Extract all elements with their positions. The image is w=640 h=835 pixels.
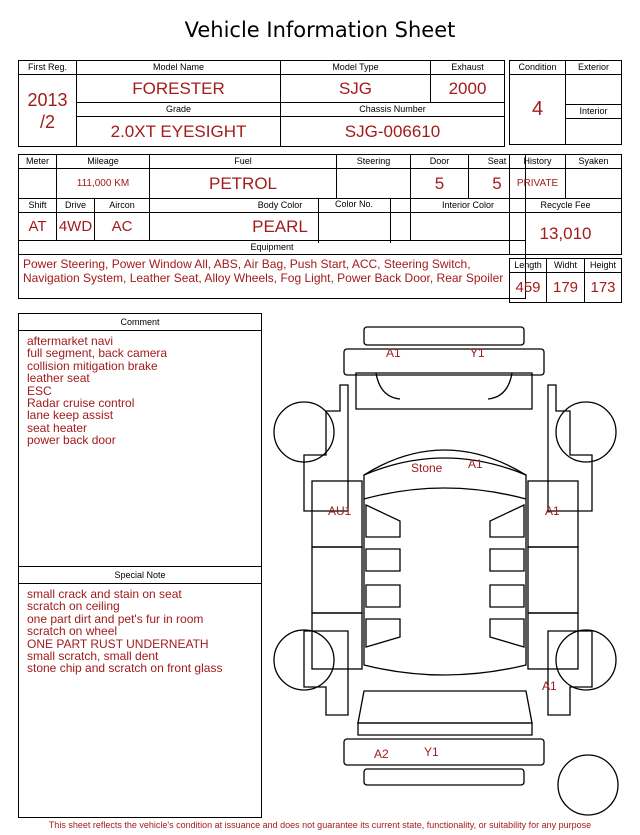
special-note-item: small scratch, small dent: [27, 649, 159, 664]
grade-value: 2.0XT EYESIGHT: [77, 117, 281, 147]
comment-item: lane keep assist: [27, 408, 114, 423]
width-value: 179: [547, 273, 585, 303]
front-bumper: [364, 327, 524, 345]
history-table: [509, 154, 622, 255]
first-reg-label: First Reg.: [19, 61, 77, 75]
special-note-label: Special Note: [19, 567, 261, 584]
special-note-item: stone chip and scratch on front glass: [27, 661, 223, 676]
meter-value: [19, 169, 57, 199]
width-label: Widht: [547, 259, 585, 273]
special-note-item: one part dirt and pet's fur in room: [27, 611, 204, 626]
syaken-value: [566, 169, 622, 199]
first-reg-value: [19, 75, 77, 147]
left-front-glass: [366, 549, 400, 571]
damage-mark-rear-right: A1: [542, 679, 557, 693]
interior-label: Interior: [566, 105, 622, 119]
right-rear-glass: [490, 585, 524, 607]
windshield-bottom: [364, 488, 526, 499]
steering-label: Steering: [337, 155, 411, 169]
left-rear-window: [366, 619, 400, 647]
cabin-outline: [364, 450, 526, 675]
history-label: History: [510, 155, 566, 169]
comment-item: collision mitigation brake: [27, 358, 158, 373]
left-front-wheel: [274, 402, 334, 462]
right-headlight: [488, 373, 512, 399]
left-headlight: [376, 373, 400, 399]
meter-label: Meter: [19, 155, 57, 169]
comment-item: full segment, back camera: [27, 346, 168, 361]
steering-value: [337, 169, 411, 199]
damage-mark-rear-center: Y1: [424, 745, 439, 759]
seat-value: 5: [469, 169, 526, 199]
car-damage-diagram: [268, 315, 628, 820]
shift-label: Shift: [19, 199, 57, 213]
first-reg-month: /2: [39, 111, 55, 132]
special-note-box: [18, 566, 262, 818]
grade-label: Grade: [77, 103, 281, 117]
exhaust-label: Exhaust: [431, 61, 505, 75]
interior-color-label: Interior Color: [411, 199, 526, 213]
equipment-value: Power Steering, Power Window All, ABS, Air Bag, Push Start, ACC, Steering Switch, Navigation System, Leather Seat, Alloy Wheels, Fog Light, Power Back Door, Rear Spoiler: [19, 255, 526, 299]
mileage-value: 111,000 KM: [57, 169, 150, 199]
syaken-label: Syaken: [566, 155, 622, 169]
history-value: PRIVATE: [510, 169, 566, 199]
chassis-number-value: SJG-006610: [281, 117, 505, 147]
sheet-title: Vehicle Information Sheet: [184, 18, 456, 42]
model-name-value: FORESTER: [77, 75, 281, 103]
special-note-item: ONE PART RUST UNDERNEATH: [27, 636, 209, 651]
disclaimer-footer: This sheet reflects the vehicle's condition at issuance and does not guarantee its current state, functionality, or suitability for any purpose: [48, 820, 592, 830]
color-no-divider: [390, 199, 391, 243]
body-color-value: PEARL: [150, 213, 411, 241]
fuel-value: PETROL: [150, 169, 337, 199]
right-front-fender: [548, 385, 592, 511]
damage-mark-rear-left: A2: [374, 747, 389, 761]
right-rear-wheel: [556, 630, 616, 690]
aircon-label: Aircon: [95, 199, 150, 213]
comment-item: power back door: [27, 433, 116, 448]
exhaust-value: 2000: [431, 75, 505, 103]
interior-value: [566, 119, 622, 145]
tailgate: [358, 723, 532, 735]
recycle-fee-value: 13,010: [510, 213, 622, 255]
length-value: 459: [510, 273, 547, 303]
right-rear-fender: [548, 631, 592, 715]
hood: [356, 373, 532, 409]
length-label: Length: [510, 259, 547, 273]
left-rear-fender: [304, 631, 348, 715]
height-label: Height: [585, 259, 622, 273]
shift-value: AT: [19, 213, 57, 241]
first-reg-year: 2013: [27, 89, 68, 110]
color-no-label: Color No.: [318, 199, 390, 209]
front-grille: [344, 349, 544, 375]
door-value: 5: [411, 169, 469, 199]
damage-mark-right-side: A1: [545, 504, 560, 518]
comment-label: Comment: [19, 314, 261, 331]
comment-item: aftermarket navi: [27, 334, 114, 348]
left-rear-glass: [366, 585, 400, 607]
rear-window: [358, 691, 532, 723]
windshield-top: [364, 458, 526, 475]
condition-label: Condition: [510, 61, 566, 75]
left-front-fender: [304, 385, 348, 511]
special-note-item: scratch on ceiling: [27, 599, 120, 614]
right-rear-quarter: [528, 613, 578, 669]
comment-box: [18, 313, 262, 567]
drive-label: Drive: [57, 199, 95, 213]
right-front-window: [490, 505, 524, 537]
special-note-item: small crack and stain on seat: [27, 587, 182, 601]
comment-item: ESC: [27, 383, 52, 398]
model-type-label: Model Type: [281, 61, 431, 75]
height-value: 173: [585, 273, 622, 303]
right-front-glass: [490, 549, 524, 571]
left-front-window: [366, 505, 400, 537]
damage-mark-windshield: A1: [468, 457, 483, 471]
right-rear-door: [528, 547, 578, 613]
condition-table: [509, 60, 622, 145]
condition-value: 4: [510, 75, 566, 145]
damage-mark-left-side: AU1: [328, 504, 352, 518]
damage-mark-windshield-stone: Stone: [411, 461, 443, 475]
fuel-label: Fuel: [150, 155, 337, 169]
exterior-label: Exterior: [566, 61, 622, 75]
equipment-label: Equipment: [19, 241, 526, 255]
rear-bumper: [364, 769, 524, 785]
exterior-value: [566, 75, 622, 105]
comment-item: Radar cruise control: [27, 396, 135, 411]
dimensions-table: [509, 258, 622, 303]
special-note-list: [19, 584, 261, 679]
damage-mark-front-right: Y1: [470, 346, 485, 360]
special-note-item: scratch on wheel: [27, 624, 118, 639]
damage-mark-front-left: A1: [386, 346, 401, 360]
door-label: Door: [411, 155, 469, 169]
model-name-label: Model Name: [77, 61, 281, 75]
registration-table: [18, 60, 505, 147]
aircon-value: AC: [95, 213, 150, 241]
color-no-divider-left: [318, 199, 319, 243]
left-rear-quarter: [312, 613, 362, 669]
mileage-label: Mileage: [57, 155, 150, 169]
drive-value: 4WD: [57, 213, 95, 241]
comment-list: [19, 331, 261, 451]
specs-table: [18, 154, 526, 299]
chassis-number-label: Chassis Number: [281, 103, 505, 117]
recycle-fee-label: Recycle Fee: [510, 199, 622, 213]
comment-item: seat heater: [27, 420, 88, 435]
model-type-value: SJG: [281, 75, 431, 103]
comment-item: leather seat: [27, 371, 90, 386]
body-color-label: Body Color: [150, 199, 411, 213]
left-rear-door: [312, 547, 362, 613]
seat-label: Seat: [469, 155, 526, 169]
spare-wheel: [558, 755, 618, 815]
right-rear-window: [490, 619, 524, 647]
right-front-wheel: [556, 402, 616, 462]
